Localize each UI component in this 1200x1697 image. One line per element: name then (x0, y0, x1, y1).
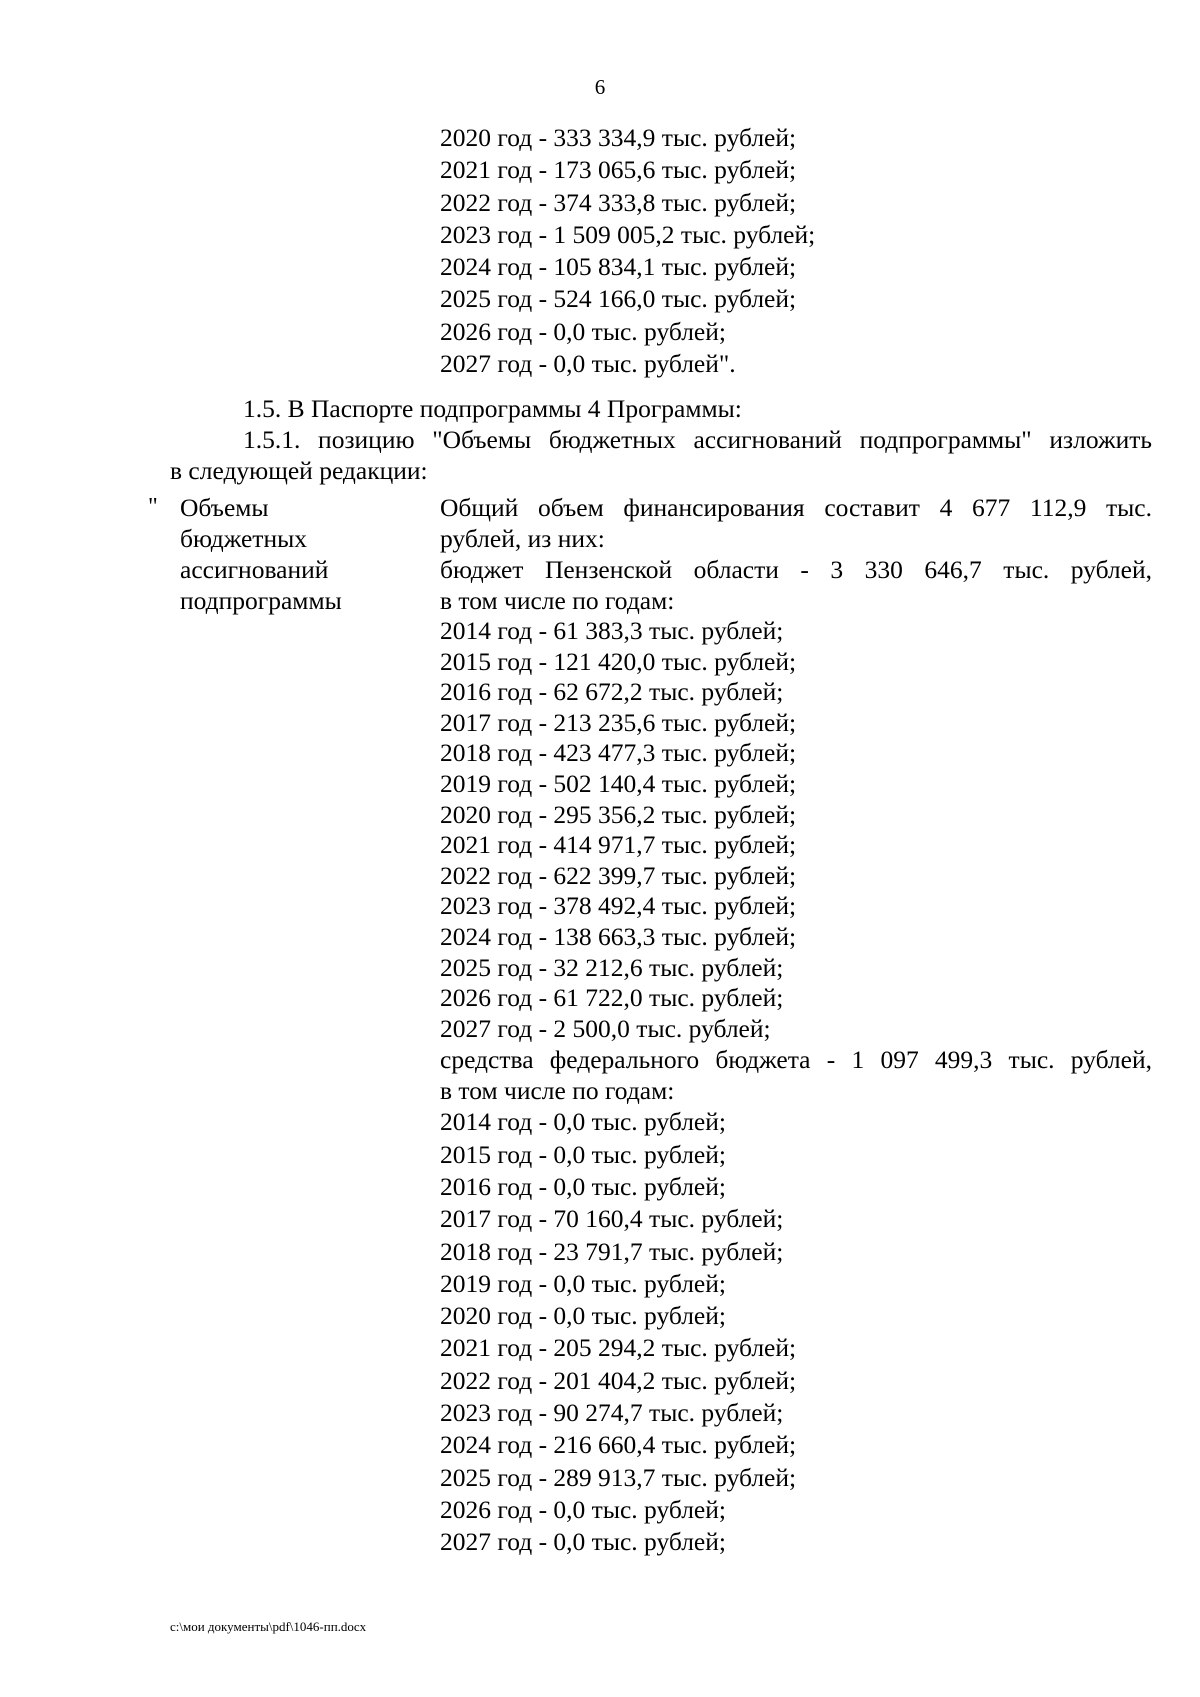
regional-year-line: 2014 год - 61 383,3 тыс. рублей; (440, 616, 784, 645)
regional-budget-line: бюджет Пензенской области - 3 330 646,7 тыс. рублей, (440, 555, 1152, 584)
prior-funding-years-list (440, 122, 815, 380)
federal-year-line: 2026 год - 0,0 тыс. рублей; (440, 1494, 726, 1524)
federal-year-line: 2027 год - 0,0 тыс. рублей; (440, 1527, 726, 1557)
file-path-footer: c:\мои документы\pdf\1046-пп.docx (170, 1619, 367, 1634)
regional-year-line: 2020 год - 295 356,2 тыс. рублей; (440, 799, 797, 829)
federal-year-line: 2016 год - 0,0 тыс. рублей; (440, 1171, 726, 1201)
regional-budget-line: в том числе по годам: (440, 586, 675, 615)
regional-year-line: 2021 год - 414 971,7 тыс. рублей; (440, 830, 797, 860)
total-funding-line: рублей, из них: (440, 524, 605, 553)
regional-year-line: 2017 год - 213 235,6 тыс. рублей; (440, 707, 797, 737)
regional-year-line: 2015 год - 121 420,0 тыс. рублей; (440, 646, 797, 676)
table-row-content (440, 492, 1152, 1558)
label-line: подпрограммы (180, 586, 342, 615)
regional-year-line: 2019 год - 502 140,4 тыс. рублей; (440, 768, 797, 798)
regional-year-line: 2027 год - 2 500,0 тыс. рублей; (440, 1013, 771, 1043)
federal-year-line: 2025 год - 289 913,7 тыс. рублей; (440, 1462, 797, 1492)
regional-year-line: 2026 год - 61 722,0 тыс. рублей; (440, 983, 784, 1013)
label-line: Объемы (180, 493, 269, 522)
year-line: 2025 год - 524 166,0 тыс. рублей; (440, 284, 797, 314)
label-line: бюджетных (180, 524, 307, 553)
regional-year-line: 2024 год - 138 663,3 тыс. рублей; (440, 921, 797, 951)
year-line: 2023 год - 1 509 005,2 тыс. рублей; (440, 219, 816, 249)
section-1-5-1 (170, 424, 1152, 486)
federal-budget-line: средства федерального бюджета - 1 097 499,3 тыс. рублей, (440, 1045, 1152, 1075)
regional-year-line: 2022 год - 622 399,7 тыс. рублей; (440, 860, 797, 890)
opening-quote: " (148, 494, 158, 520)
federal-year-line: 2019 год - 0,0 тыс. рублей; (440, 1268, 726, 1298)
regional-year-line: 2025 год - 32 212,6 тыс. рублей; (440, 952, 784, 982)
federal-year-line: 2024 год - 216 660,4 тыс. рублей; (440, 1430, 797, 1460)
regional-year-line: 2016 год - 62 672,2 тыс. рублей; (440, 677, 784, 707)
regional-year-line: 2023 год - 378 492,4 тыс. рублей; (440, 891, 797, 921)
federal-year-line: 2015 год - 0,0 тыс. рублей; (440, 1139, 726, 1169)
federal-year-line: 2017 год - 70 160,4 тыс. рублей; (440, 1204, 784, 1234)
year-line: 2021 год - 173 065,6 тыс. рублей; (440, 155, 797, 185)
federal-budget-line: в том числе по годам: (440, 1076, 675, 1106)
federal-year-line: 2014 год - 0,0 тыс. рублей; (440, 1107, 726, 1137)
label-line: ассигнований (180, 555, 329, 584)
page-number: 6 (594, 75, 606, 99)
year-line: 2020 год - 333 334,9 тыс. рублей; (440, 123, 797, 152)
section-1-5 (170, 393, 1152, 424)
federal-year-line: 2021 год - 205 294,2 тыс. рублей; (440, 1333, 797, 1363)
federal-year-line: 2020 год - 0,0 тыс. рублей; (440, 1301, 726, 1331)
year-line: 2026 год - 0,0 тыс. рублей; (440, 316, 726, 346)
federal-year-line: 2023 год - 90 274,7 тыс. рублей; (440, 1397, 784, 1427)
section-1-5-heading: 1.5. В Паспорте подпрограммы 4 Программы: (243, 394, 742, 423)
federal-year-line: 2022 год - 201 404,2 тыс. рублей; (440, 1365, 797, 1395)
year-line: 2024 год - 105 834,1 тыс. рублей; (440, 252, 797, 282)
year-line: 2027 год - 0,0 тыс. рублей". (440, 349, 736, 379)
year-line: 2022 год - 374 333,8 тыс. рублей; (440, 187, 797, 217)
regional-year-line: 2018 год - 423 477,3 тыс. рублей; (440, 738, 797, 768)
federal-year-line: 2018 год - 23 791,7 тыс. рублей; (440, 1236, 784, 1266)
section-1-5-1-line-2: в следующей редакции: (170, 456, 428, 485)
total-funding-line: Общий объем финансирования составит 4 677 112,9 тыс. (440, 493, 1152, 522)
table-row-label (180, 492, 400, 616)
section-1-5-1-line-1: 1.5.1. позицию "Объемы бюджетных ассигнований подпрограммы" изложить (243, 425, 1152, 454)
